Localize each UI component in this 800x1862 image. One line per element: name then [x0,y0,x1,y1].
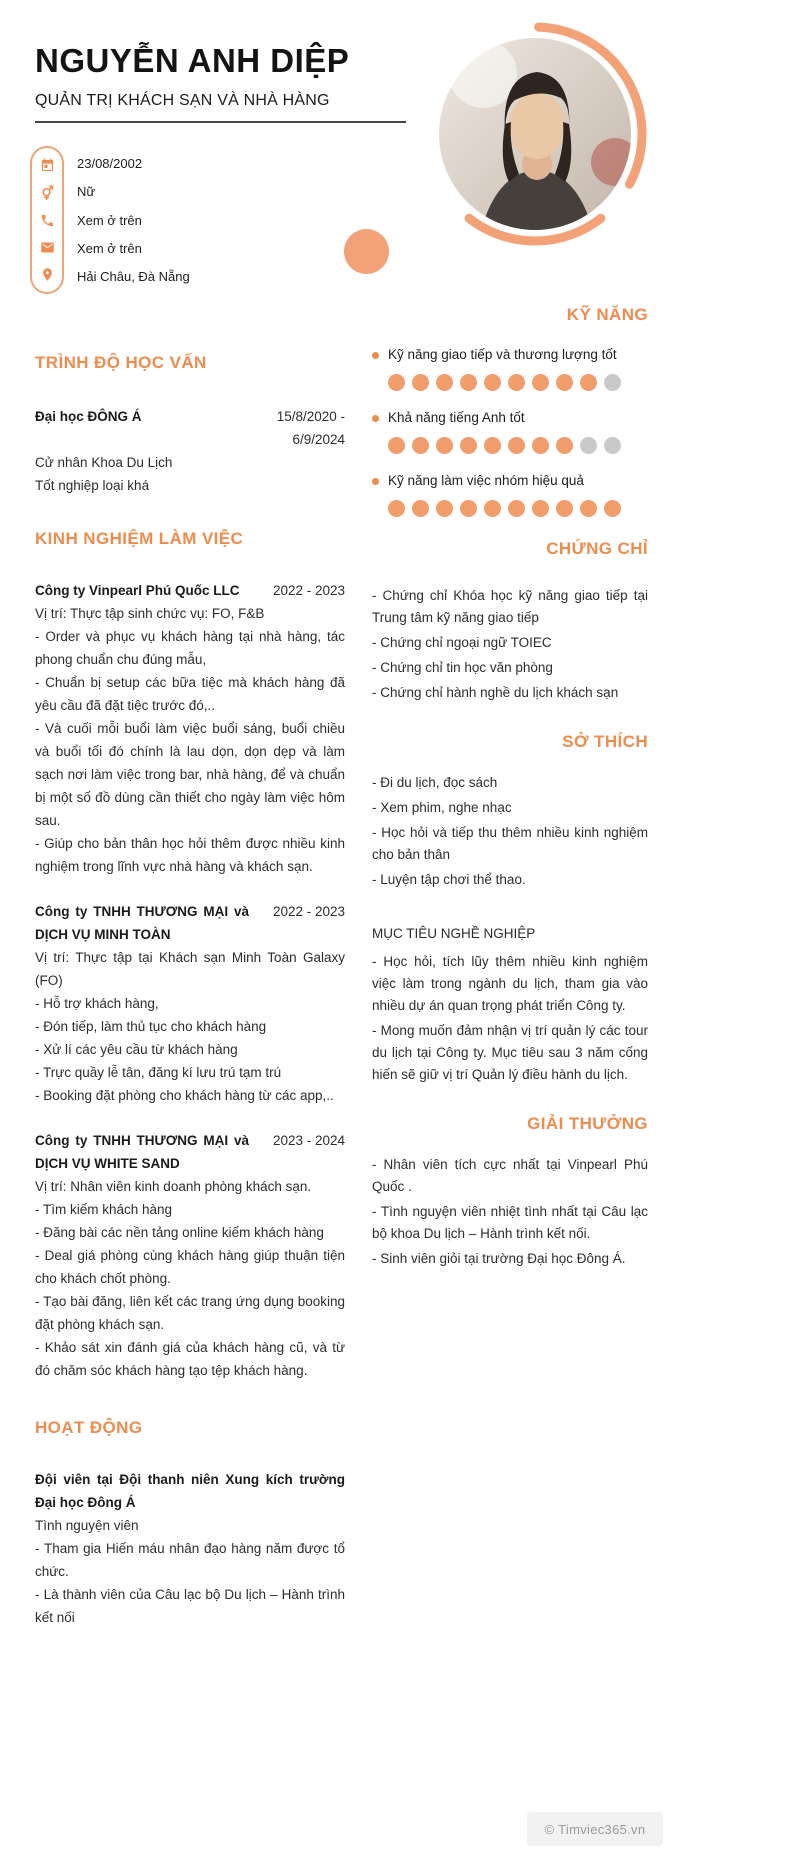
location-icon [40,267,55,282]
activity-line: - Tham gia Hiến máu nhân đạo hàng năm được tổ chức. [35,1541,345,1579]
objective-heading: MỤC TIÊU NGHỀ NGHIỆP [372,926,536,941]
email-icon [40,240,55,255]
job-entry [35,579,345,878]
candidate-name: NGUYỄN ANH DIỆP [35,42,350,79]
education-detail: Cử nhân Khoa Du Lịch [35,455,173,470]
experience-section [35,529,345,1382]
bullet-icon [372,415,379,422]
skill-item [372,471,648,517]
activities-heading: HOẠT ĐỘNG [35,1418,143,1437]
activity-line: - Là thành viên của Câu lạc bộ Du lịch – Hành trình kết nối [35,1587,345,1625]
skill-item [372,345,648,391]
skills-section [372,305,648,517]
awards-section [372,1114,648,1270]
job-entry [35,1129,345,1382]
gender-icon [40,185,55,200]
company-name: Công ty TNHH THƯƠNG MẠI và DỊCH VỤ WHITE SAND [35,1133,249,1171]
job-detail-line: - Trực quầy lễ tân, đăng kí lưu trú tạm trú [35,1065,282,1080]
activity-title: Đội viên tại Đội thanh niên Xung kích trường Đại học Đông Á [35,1472,345,1510]
job-detail-line: - Xử lí các yêu cầu từ khách hàng [35,1042,238,1057]
header-divider [35,121,406,123]
job-period: 2022 - 2023 [272,904,345,919]
skills-heading: KỸ NĂNG [566,305,648,324]
job-detail-line: - Đăng bài các nền tảng online kiếm khách hàng [35,1225,324,1240]
skill-label: Kỹ năng làm việc nhóm hiệu quả [388,473,584,488]
certificate-item: - Chứng chỉ Khóa học kỹ năng giao tiếp tại Trung tâm kỹ năng giao tiếp [372,588,648,625]
skill-level-dots [388,374,648,391]
company-name: Công ty Vinpearl Phú Quốc LLC [35,583,240,598]
job-detail-line: - Tìm kiếm khách hàng [35,1202,173,1217]
job-detail-line: - Giúp cho bản thân học hỏi thêm được nhiều kinh nghiệm trong lĩnh vực nhà hàng và khách sạn. [35,836,345,874]
certificate-item: - Chứng chỉ ngoại ngữ TOIEC [372,635,552,650]
job-detail-line: - Đón tiếp, làm thủ tục cho khách hàng [35,1019,267,1034]
education-detail: Tốt nghiệp loại khá [35,478,150,493]
objective-item: - Học hỏi, tích lũy thêm nhiều kinh nghiệm việc làm trong ngành du lịch, tham gia vào nhiều dự án quan trọng phát triển Công ty. [372,954,648,1013]
job-detail-line: - Và cuối mỗi buổi làm việc buổi sáng, buổi chiều và buổi tối đó chính là lau dọn, dọn dẹp và làm sạch nơi làm việc trong bar, nhà hàng, để và chuẩn bị một số đồ dùng cần thiết cho ngày làm việc hôm sau. [35,721,345,828]
profile-photo [425,12,650,252]
orange-circle-decoration [344,229,389,274]
watermark-credit: © Timviec365.vn [527,1812,663,1846]
job-period: 2023 - 2024 [272,1133,345,1148]
job-detail-line: - Booking đặt phòng cho khách hàng từ các app,.. [35,1088,334,1103]
hobbies-section [372,732,648,891]
candidate-job-title: QUẢN TRỊ KHÁCH SẠN VÀ NHÀ HÀNG [35,92,330,109]
skill-level-dots [388,437,648,454]
job-detail-line: - Deal giá phòng cùng khách hàng giúp thuận tiện cho khách chốt phòng. [35,1248,345,1286]
hobby-item: - Đi du lịch, đọc sách [372,775,498,790]
skill-level-dots [388,500,648,517]
calendar-icon [40,158,55,173]
hobby-item: - Luyện tập chơi thể thao. [372,872,526,887]
experience-heading: KINH NGHIỆM LÀM VIỆC [35,529,244,548]
school-name: Đại học ĐÔNG Á [35,409,142,424]
gender-value: Nữ [77,184,96,200]
education-section [35,353,345,497]
email-value: Xem ở trên [77,240,142,256]
bullet-icon [372,478,379,485]
job-detail-line: Vị trí: Nhân viên kinh doanh phòng khách sạn. [35,1179,312,1194]
objective-item: - Mong muốn đảm nhận vị trí quản lý các tour du lịch tại Công ty. Mục tiêu sau 3 năm cống hiến sẽ giữ vị trí Quản lý điều hành du lịch. [372,1023,648,1082]
hobby-item: - Xem phim, nghe nhạc [372,800,512,815]
contact-info-block [30,146,190,294]
skill-label: Khả năng tiếng Anh tốt [388,410,525,425]
activities-section [35,1418,345,1629]
education-entry [35,405,345,451]
company-name: Công ty TNHH THƯƠNG MẠI và DỊCH VỤ MINH TOÀN [35,904,249,942]
skill-label: Kỹ năng giao tiếp và thương lượng tốt [388,347,617,362]
job-detail-line: - Tạo bài đăng, liên kết các trang ứng dụng booking đặt phòng khách sạn. [35,1294,345,1332]
contact-values [77,146,190,294]
activity-line: Tình nguyện viên [35,1518,139,1533]
job-entry [35,900,345,1107]
award-item: - Nhân viên tích cực nhất tại Vinpearl Phú Quốc . [372,1157,648,1194]
cv-body [35,305,648,1629]
certificates-heading: CHỨNG CHỈ [546,539,648,558]
job-detail-line: - Chuẩn bị setup các bữa tiệc mà khách hàng đã yêu cầu đã đặt tiệc trước đó,.. [35,675,345,713]
hobbies-heading: SỞ THÍCH [562,732,648,751]
left-column [35,305,345,1629]
award-item: - Sinh viên giỏi tại trường Đại học Đông Á. [372,1251,626,1266]
objective-section [372,923,648,1086]
certificate-item: - Chứng chỉ hành nghề du lịch khách sạn [372,685,619,700]
certificates-section [372,539,648,704]
address-value: Hải Châu, Đà Nẵng [77,269,190,284]
job-detail-line: Vị trí: Thực tập sinh chức vụ: FO, F&B [35,606,265,621]
award-item: - Tình nguyện viên nhiệt tình nhất tại Câu lạc bộ khoa Du lịch – Hành trình kết nối. [372,1204,648,1241]
education-heading: TRÌNH ĐỘ HỌC VẤN [35,353,207,372]
bullet-icon [372,352,379,359]
awards-heading: GIẢI THƯỞNG [527,1114,648,1133]
phone-value: Xem ở trên [77,212,142,228]
education-period: 15/8/2020 - 6/9/2024 [276,409,345,447]
job-detail-line: - Order và phục vụ khách hàng tại nhà hàng, tác phong chuẩn chu đúng mẫu, [35,629,345,667]
birthdate-value: 23/08/2002 [77,156,143,171]
job-period: 2022 - 2023 [272,583,345,598]
job-detail-line: - Hỗ trợ khách hàng, [35,996,159,1011]
skill-item [372,408,648,454]
job-detail-line: Vị trí: Thực tập tại Khách sạn Minh Toàn Galaxy (FO) [35,950,345,988]
hobby-item: - Học hỏi và tiếp thu thêm nhiều kinh nghiệm cho bản thân [372,825,648,862]
job-detail-line: - Khảo sát xin đánh giá của khách hàng cũ, và từ đó chăm sóc khách hàng tạo tệp khách hàng. [35,1340,345,1378]
certificate-item: - Chứng chỉ tin học văn phòng [372,660,553,675]
right-column [372,305,648,1273]
contact-icon-rail [30,146,64,294]
phone-icon [40,213,55,228]
